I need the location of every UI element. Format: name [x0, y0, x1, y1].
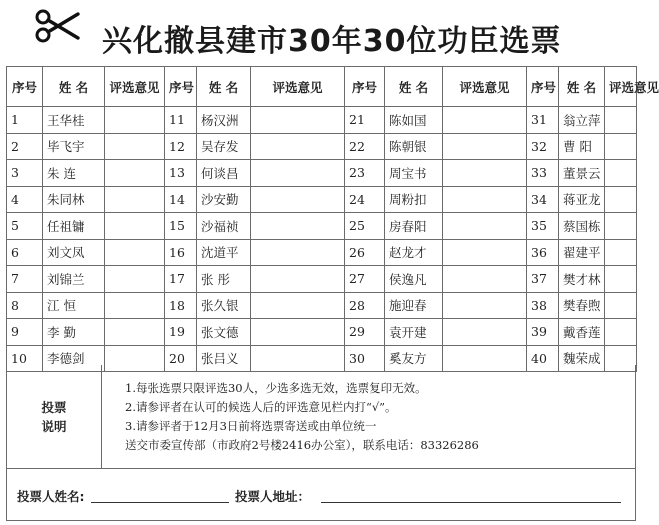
opinion-cell[interactable] — [605, 133, 637, 160]
candidate-number: 29 — [345, 319, 385, 346]
candidate-name: 张久银 — [197, 292, 251, 319]
candidate-name: 董景云 — [559, 160, 605, 187]
opinion-cell[interactable] — [443, 319, 527, 346]
opinion-cell[interactable] — [251, 160, 345, 187]
table-row — [7, 266, 637, 293]
table-row — [7, 319, 637, 346]
column-header: 姓 名 — [559, 67, 605, 107]
opinion-cell[interactable] — [443, 213, 527, 240]
opinion-cell[interactable] — [251, 266, 345, 293]
candidate-name: 张 彤 — [197, 266, 251, 293]
candidate-name: 吴存发 — [197, 133, 251, 160]
candidate-name: 赵龙才 — [385, 239, 443, 266]
instructions-label-line2: 说明 — [41, 418, 67, 434]
voter-info — [6, 469, 636, 521]
column-header: 序号 — [345, 67, 385, 107]
opinion-cell[interactable] — [105, 239, 165, 266]
candidate-name: 李德剑 — [43, 345, 105, 372]
opinion-cell[interactable] — [251, 133, 345, 160]
opinion-cell[interactable] — [605, 319, 637, 346]
candidate-number: 16 — [165, 239, 197, 266]
candidate-number: 24 — [345, 186, 385, 213]
column-header: 序号 — [527, 67, 559, 107]
candidate-number: 27 — [345, 266, 385, 293]
ballot-header — [0, 0, 640, 66]
table-row — [7, 160, 637, 187]
candidate-name: 翟建平 — [559, 239, 605, 266]
candidate-name: 张吕义 — [197, 345, 251, 372]
opinion-cell[interactable] — [105, 292, 165, 319]
candidate-number: 7 — [7, 266, 43, 293]
opinion-cell[interactable] — [443, 266, 527, 293]
table-row — [7, 133, 637, 160]
candidate-name: 刘文凤 — [43, 239, 105, 266]
voting-instructions — [6, 365, 636, 469]
table-header-row — [7, 67, 637, 107]
candidate-number: 32 — [527, 133, 559, 160]
opinion-cell[interactable] — [251, 186, 345, 213]
candidate-name: 蒋亚龙 — [559, 186, 605, 213]
candidate-number: 20 — [165, 345, 197, 372]
opinion-cell[interactable] — [105, 160, 165, 187]
opinion-cell[interactable] — [443, 133, 527, 160]
column-header: 评选意见 — [105, 67, 165, 107]
candidate-number: 10 — [7, 345, 43, 372]
candidate-number: 1 — [7, 107, 43, 134]
candidate-name: 房春阳 — [385, 213, 443, 240]
opinion-cell[interactable] — [251, 319, 345, 346]
candidate-number: 21 — [345, 107, 385, 134]
table-row — [7, 292, 637, 319]
table-row — [7, 186, 637, 213]
rule-3-continued: 送交市委宣传部（市政府2号楼2416办公室），联系电话：83326286 — [125, 438, 479, 452]
candidate-name: 奚友方 — [385, 345, 443, 372]
opinion-cell[interactable] — [105, 319, 165, 346]
opinion-cell[interactable] — [443, 239, 527, 266]
opinion-cell[interactable] — [605, 186, 637, 213]
table-row — [7, 213, 637, 240]
candidate-name: 朱同林 — [43, 186, 105, 213]
candidate-number: 15 — [165, 213, 197, 240]
candidate-number: 14 — [165, 186, 197, 213]
candidate-number: 23 — [345, 160, 385, 187]
opinion-cell[interactable] — [443, 160, 527, 187]
opinion-cell[interactable] — [105, 186, 165, 213]
opinion-cell[interactable] — [605, 239, 637, 266]
candidate-name: 何谈昌 — [197, 160, 251, 187]
candidate-name: 李 勤 — [43, 319, 105, 346]
opinion-cell[interactable] — [251, 292, 345, 319]
column-header: 评选意见 — [443, 67, 527, 107]
candidate-number: 9 — [7, 319, 43, 346]
candidate-number: 40 — [527, 345, 559, 372]
candidate-number: 31 — [527, 107, 559, 134]
candidate-number: 3 — [7, 160, 43, 187]
candidate-name: 蔡国栋 — [559, 213, 605, 240]
opinion-cell[interactable] — [251, 107, 345, 134]
candidate-name: 江 恒 — [43, 292, 105, 319]
table-row — [7, 239, 637, 266]
candidate-number: 28 — [345, 292, 385, 319]
candidate-name: 袁开建 — [385, 319, 443, 346]
opinion-cell[interactable] — [251, 239, 345, 266]
candidate-number: 38 — [527, 292, 559, 319]
rule-3: 3.请参评者于12月3日前将选票寄送或由单位统一 — [125, 419, 377, 433]
opinion-cell[interactable] — [105, 266, 165, 293]
candidate-name: 陈如国 — [385, 107, 443, 134]
scissors-icon — [34, 8, 80, 44]
candidate-name: 王华桂 — [43, 107, 105, 134]
candidate-name: 施迎春 — [385, 292, 443, 319]
candidate-number: 17 — [165, 266, 197, 293]
candidate-number: 8 — [7, 292, 43, 319]
candidate-name: 杨汉洲 — [197, 107, 251, 134]
candidate-number: 18 — [165, 292, 197, 319]
candidate-name: 樊春煦 — [559, 292, 605, 319]
voter-name-field[interactable] — [91, 502, 229, 503]
voter-address-field[interactable] — [321, 502, 621, 503]
candidate-name: 张文德 — [197, 319, 251, 346]
candidate-name: 刘锦兰 — [43, 266, 105, 293]
candidate-name: 周粉扣 — [385, 186, 443, 213]
candidate-number: 2 — [7, 133, 43, 160]
instructions-label-line1: 投票 — [41, 399, 67, 415]
candidate-number: 4 — [7, 186, 43, 213]
candidate-number: 19 — [165, 319, 197, 346]
column-header: 姓 名 — [197, 67, 251, 107]
candidate-number: 39 — [527, 319, 559, 346]
opinion-cell[interactable] — [251, 213, 345, 240]
candidate-number: 11 — [165, 107, 197, 134]
opinion-cell[interactable] — [105, 213, 165, 240]
opinion-cell[interactable] — [605, 292, 637, 319]
candidate-name: 沈道平 — [197, 239, 251, 266]
opinion-cell[interactable] — [605, 266, 637, 293]
opinion-cell[interactable] — [443, 186, 527, 213]
candidate-number: 30 — [345, 345, 385, 372]
column-header: 姓 名 — [43, 67, 105, 107]
opinion-cell[interactable] — [605, 107, 637, 134]
voter-address-label: 投票人地址： — [235, 489, 311, 504]
candidate-number: 36 — [527, 239, 559, 266]
voter-name-label: 投票人姓名: — [17, 489, 85, 504]
opinion-cell[interactable] — [105, 107, 165, 134]
candidate-number: 26 — [345, 239, 385, 266]
column-header: 评选意见 — [605, 67, 637, 107]
instructions-rules — [125, 379, 479, 455]
candidate-name: 朱 连 — [43, 160, 105, 187]
candidate-name: 毕飞宇 — [43, 133, 105, 160]
candidate-name: 戴香莲 — [559, 319, 605, 346]
column-header: 序号 — [165, 67, 197, 107]
candidate-name: 曹 阳 — [559, 133, 605, 160]
candidate-number: 6 — [7, 239, 43, 266]
candidate-number: 33 — [527, 160, 559, 187]
opinion-cell[interactable] — [105, 133, 165, 160]
candidate-number: 25 — [345, 213, 385, 240]
candidate-number: 5 — [7, 213, 43, 240]
candidate-name: 魏荣成 — [559, 345, 605, 372]
candidate-number: 37 — [527, 266, 559, 293]
rule-1: 1.每张选票只限评选30人，少选多选无效，选票复印无效。 — [125, 381, 427, 395]
candidate-number: 22 — [345, 133, 385, 160]
table-row — [7, 107, 637, 134]
candidate-name: 任祖镛 — [43, 213, 105, 240]
opinion-cell[interactable] — [605, 160, 637, 187]
candidate-name: 沙安勤 — [197, 186, 251, 213]
candidate-name: 侯逸凡 — [385, 266, 443, 293]
opinion-cell[interactable] — [443, 107, 527, 134]
candidate-number: 34 — [527, 186, 559, 213]
candidate-number: 13 — [165, 160, 197, 187]
rule-2: 2.请参评者在认可的候选人后的评选意见栏内打“√”。 — [125, 400, 397, 414]
candidate-name: 周宝书 — [385, 160, 443, 187]
candidate-name: 樊才林 — [559, 266, 605, 293]
opinion-cell[interactable] — [443, 292, 527, 319]
candidate-number: 12 — [165, 133, 197, 160]
candidate-number: 35 — [527, 213, 559, 240]
candidate-name: 陈朝银 — [385, 133, 443, 160]
candidate-name: 翁立萍 — [559, 107, 605, 134]
column-header: 评选意见 — [251, 67, 345, 107]
opinion-cell[interactable] — [605, 213, 637, 240]
candidate-table — [6, 66, 659, 372]
instructions-label — [7, 365, 102, 468]
column-header: 序号 — [7, 67, 43, 107]
candidate-name: 沙福祯 — [197, 213, 251, 240]
column-header: 姓 名 — [385, 67, 443, 107]
ballot-title: 兴化撤县建市30年30位功臣选票 — [102, 24, 562, 59]
